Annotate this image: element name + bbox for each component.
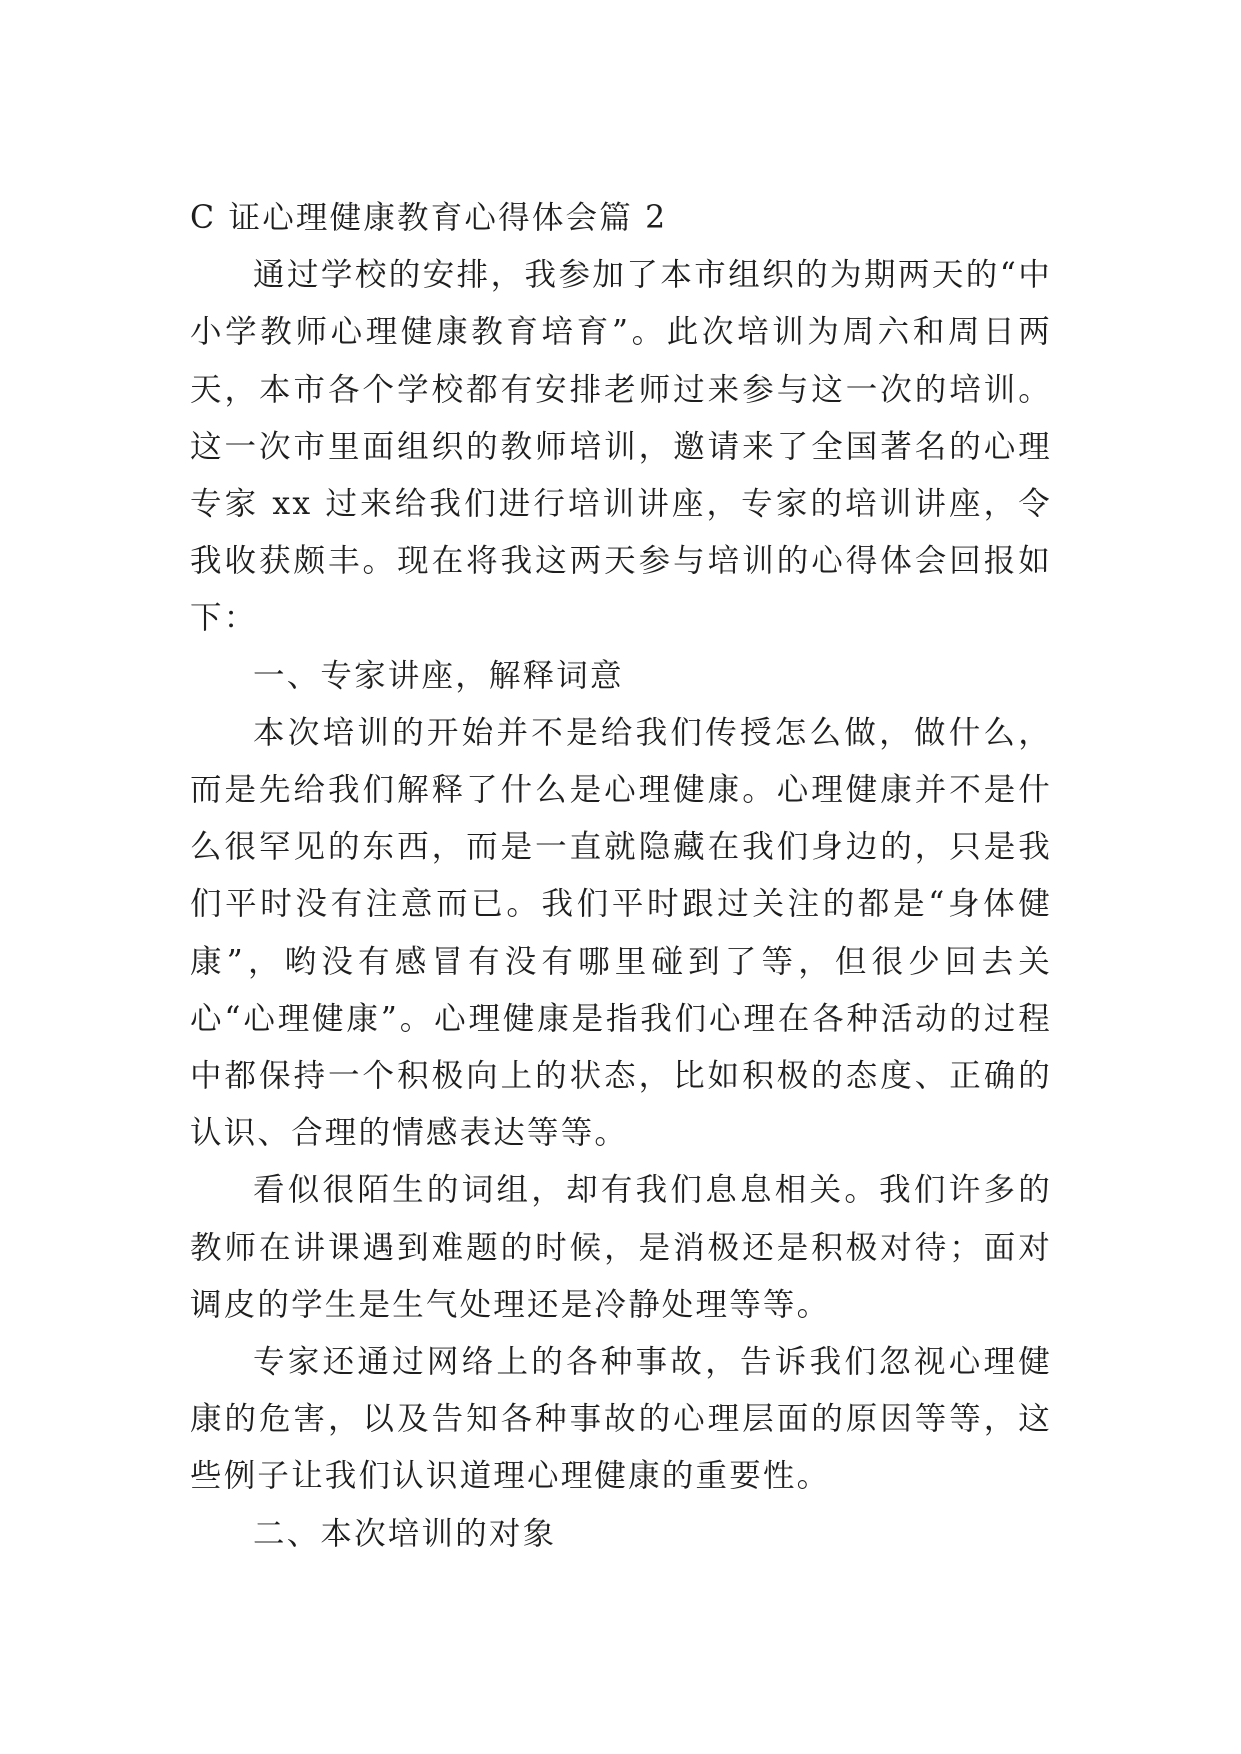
document-body <box>190 190 1052 1563</box>
section-heading-2: 二、本次培训的对象 <box>253 1515 557 1552</box>
paragraph-examples: 看似很陌生的词组，却有我们息息相关。我们许多的教师在讲课遇到难题的时候，是消极还是积极对待；面对调皮的学生是生气处理还是冷静处理等等。 <box>190 1172 1052 1323</box>
section-heading-1: 一、专家讲座，解释词意 <box>253 657 624 694</box>
paragraph-accidents: 专家还通过网络上的各种事故，告诉我们忽视心理健康的危害，以及告知各种事故的心理层面的原因等等，这些例子让我们认识道理心理健康的重要性。 <box>190 1344 1052 1495</box>
document-title: C 证心理健康教育心得体会篇 2 <box>190 200 668 236</box>
paragraph-definition: 本次培训的开始并不是给我们传授怎么做，做什么，而是先给我们解释了什么是心理健康。心理健康并不是什么很罕见的东西，而是一直就隐藏在我们身边的，只是我们平时没有注意而已。我们平时跟过关注的都是“身体健康”，哟没有感冒有没有哪里碰到了等，但很少回去关心“心理健康”。心理健康是指我们心理在各种活动的过程中都保持一个积极向上的状态，比如积极的态度、正确的认识、合理的情感表达等等。 <box>190 714 1052 1152</box>
paragraph-intro: 通过学校的安排，我参加了本市组织的为期两天的“中小学教师心理健康教育培育”。此次培训为周六和周日两天，本市各个学校都有安排老师过来参与这一次的培训。这一次市里面组织的教师培训，邀请来了全国著名的心理专家 xx 过来给我们进行培训讲座，专家的培训讲座，令我收获颇丰。现在将我这两天参与培训的心得体会回报如下： <box>190 257 1052 637</box>
